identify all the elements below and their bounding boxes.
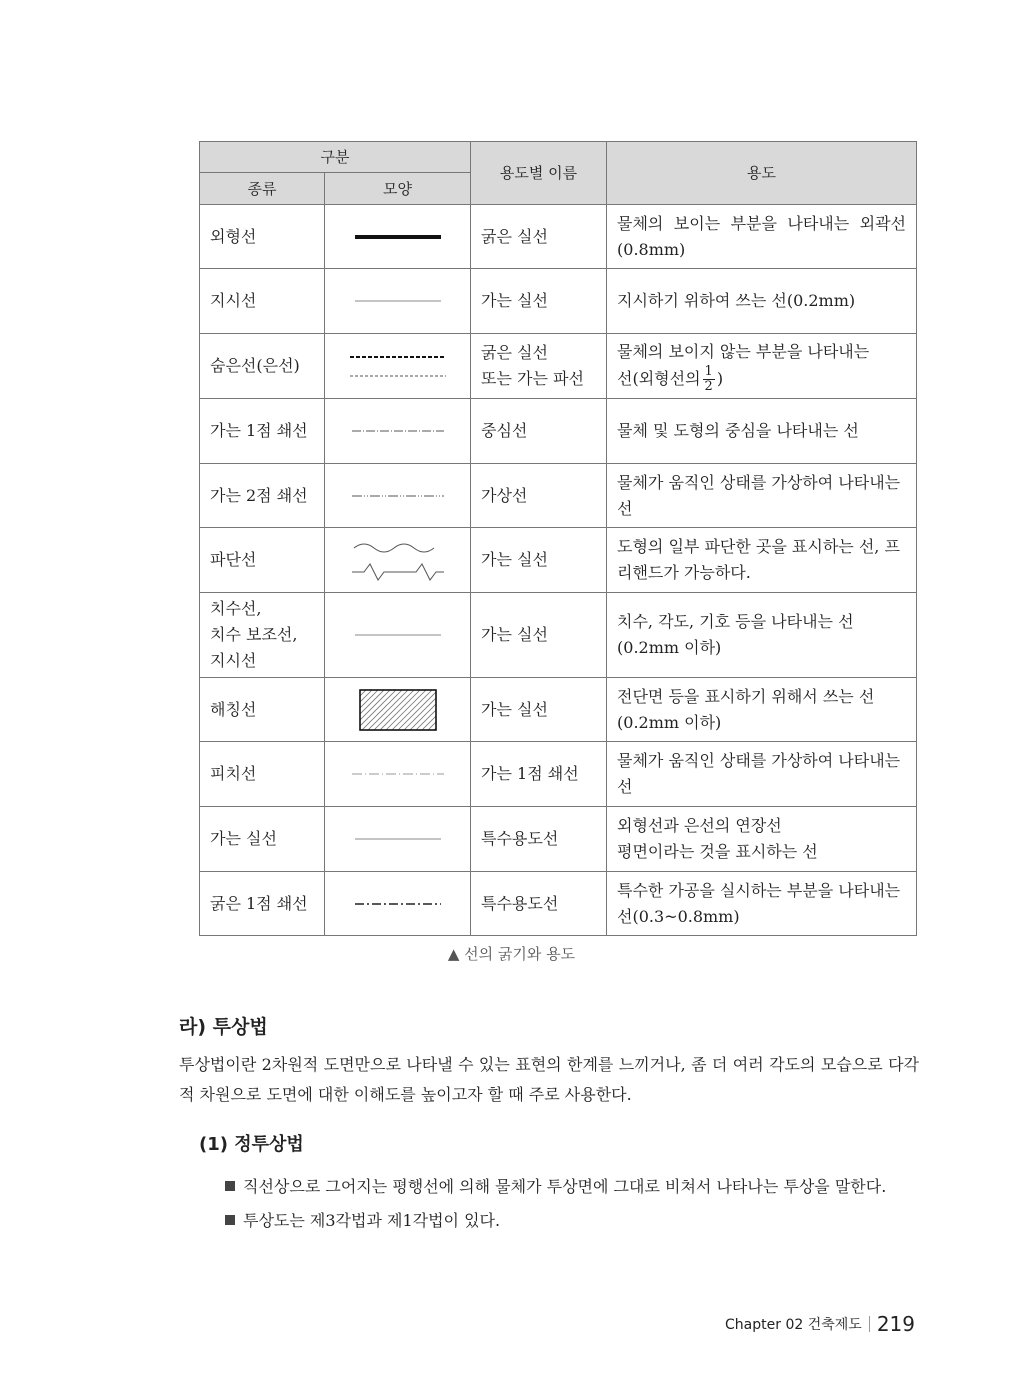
- usage-text: 선(외형선의: [617, 368, 701, 388]
- shape-cell: [325, 399, 471, 464]
- usage-cell: [607, 807, 917, 872]
- header-kind: 종류: [200, 173, 325, 205]
- kind-cell: 가는 1점 쇄선: [200, 399, 325, 464]
- shape-cell: [325, 528, 471, 593]
- usage-line-2: [617, 365, 906, 394]
- table-row: [200, 593, 917, 678]
- fraction: [703, 365, 715, 394]
- list-item: [225, 1204, 886, 1238]
- usage-cell: 도형의 일부 파단한 곳을 표시하는 선, 프리핸드가 가능하다.: [607, 528, 917, 593]
- fraction-denominator: 2: [704, 378, 713, 394]
- name-line-1: 굵은 실선: [481, 343, 548, 362]
- name-cell: 특수용도선: [471, 807, 607, 872]
- usage-cell: [607, 334, 917, 399]
- shape-cell: [325, 678, 471, 742]
- shape-cell: [325, 269, 471, 334]
- header-name: 용도별 이름: [471, 142, 607, 205]
- usage-cell: 물체 및 도형의 중심을 나타내는 선: [607, 399, 917, 464]
- thick-solid-line-icon: [353, 232, 443, 242]
- name-cell: 가는 실선: [471, 528, 607, 593]
- table-row: [200, 678, 917, 742]
- page-footer: [725, 1312, 915, 1336]
- usage-cell: 물체의 보이는 부분을 나타내는 외곽선(0.8mm): [607, 205, 917, 269]
- usage-line-2: 평면이라는 것을 표시하는 선: [617, 842, 818, 861]
- name-line-2: 또는 가는 파선: [481, 369, 584, 388]
- dash-dot-line-icon: [350, 428, 446, 434]
- shape-cell: [325, 464, 471, 528]
- kind-line-3: 지시선: [210, 651, 257, 670]
- thin-solid-line-icon: [353, 836, 443, 842]
- table-row: [200, 807, 917, 872]
- table-row: [200, 205, 917, 269]
- header-shape: 모양: [325, 173, 471, 205]
- table-row: [200, 334, 917, 399]
- name-cell: 가상선: [471, 464, 607, 528]
- name-cell: [471, 334, 607, 399]
- section-paragraph: 투상법이란 2차원적 도면만으로 나타낼 수 있는 표현의 한계를 느끼거나, 좀 더 여러 각도의 모습으로 다각적 차원으로 도면에 대한 이해도를 높이고자 할 때 주로 사용한다.: [179, 1055, 919, 1104]
- table-row: [200, 528, 917, 593]
- shape-cell: [325, 872, 471, 936]
- kind-cell: [200, 593, 325, 678]
- usage-cell: 물체가 움직인 상태를 가상하여 나타내는 선: [607, 464, 917, 528]
- usage-cell: [607, 678, 917, 742]
- thin-solid-line-icon: [353, 298, 443, 304]
- name-cell: 특수용도선: [471, 872, 607, 936]
- kind-cell: 파단선: [200, 528, 325, 593]
- name-cell: 가는 실선: [471, 593, 607, 678]
- kind-line-1: 치수선,: [210, 599, 262, 618]
- table-row: [200, 399, 917, 464]
- footer-divider: [869, 1316, 870, 1332]
- kind-cell: 숨은선(은선): [200, 334, 325, 399]
- subsection-title: (1) 정투상법: [199, 1134, 304, 1155]
- name-cell: 굵은 실선: [471, 205, 607, 269]
- kind-cell: 해칭선: [200, 678, 325, 742]
- bullet-list: [225, 1170, 886, 1238]
- table-row: [200, 872, 917, 936]
- list-item: [225, 1170, 886, 1204]
- page-number: 219: [876, 1312, 915, 1336]
- usage-cell: 지시하기 위하여 쓰는 선(0.2mm): [607, 269, 917, 334]
- square-bullet-icon: [225, 1215, 235, 1225]
- section-title: 라) 투상법: [179, 1016, 268, 1038]
- usage-line-1: 치수, 각도, 기호 등을 나타내는 선: [617, 612, 854, 631]
- chapter-label: Chapter 02 건축제도: [725, 1317, 862, 1333]
- usage-line-1: 물체의 보이지 않는 부분을 나타내는: [617, 341, 870, 361]
- kind-cell: 가는 실선: [200, 807, 325, 872]
- thick-dash-dot-line-icon: [353, 901, 443, 907]
- fraction-numerator: 1: [704, 363, 713, 379]
- header-group: 구분: [200, 142, 471, 173]
- kind-cell: 굵은 1점 쇄선: [200, 872, 325, 936]
- kind-cell: 지시선: [200, 269, 325, 334]
- header-usage: 용도: [607, 142, 917, 205]
- shape-cell: [325, 742, 471, 807]
- name-cell: 가는 실선: [471, 678, 607, 742]
- dash-dot-dot-line-icon: [350, 493, 446, 499]
- line-types-table: [199, 141, 917, 936]
- kind-cell: 피치선: [200, 742, 325, 807]
- table-row: [200, 464, 917, 528]
- name-cell: 가는 실선: [471, 269, 607, 334]
- kind-cell: 외형선: [200, 205, 325, 269]
- shape-cell: [325, 807, 471, 872]
- name-cell: 가는 1점 쇄선: [471, 742, 607, 807]
- shape-cell: [325, 334, 471, 399]
- shape-cell: [325, 593, 471, 678]
- name-cell: 중심선: [471, 399, 607, 464]
- break-line-icon: [350, 538, 446, 582]
- usage-cell: 특수한 가공을 실시하는 부분을 나타내는 선(0.3~0.8mm): [607, 872, 917, 936]
- table-row: [200, 269, 917, 334]
- usage-line-1: 외형선과 은선의 연장선: [617, 816, 782, 835]
- usage-line-1: 전단면 등을 표시하기 위해서 쓰는 선: [617, 686, 875, 706]
- usage-line-2: (0.2mm 이하): [617, 638, 722, 657]
- bullet-text: 투상도는 제3각법과 제1각법이 있다.: [243, 1211, 501, 1230]
- kind-cell: 가는 2점 쇄선: [200, 464, 325, 528]
- table-caption: ▲ 선의 굵기와 용도: [447, 945, 576, 963]
- usage-line-2: (0.2mm 이하): [617, 712, 722, 732]
- square-bullet-icon: [225, 1181, 235, 1191]
- usage-text-end: ): [716, 368, 724, 388]
- kind-line-2: 치수 보조선,: [210, 625, 298, 644]
- dashed-line-icon: [348, 349, 448, 383]
- usage-cell: 물체가 움직인 상태를 가상하여 나타내는 선: [607, 742, 917, 807]
- pitch-line-icon: [350, 771, 446, 777]
- usage-cell: [607, 593, 917, 678]
- table-row: [200, 742, 917, 807]
- bullet-text: 직선상으로 그어지는 평행선에 의해 물체가 투상면에 그대로 비쳐서 나타나는 투상을 말한다.: [243, 1177, 887, 1196]
- shape-cell: [325, 205, 471, 269]
- hatch-pattern-icon: [358, 688, 438, 732]
- thin-solid-line-icon: [353, 632, 443, 638]
